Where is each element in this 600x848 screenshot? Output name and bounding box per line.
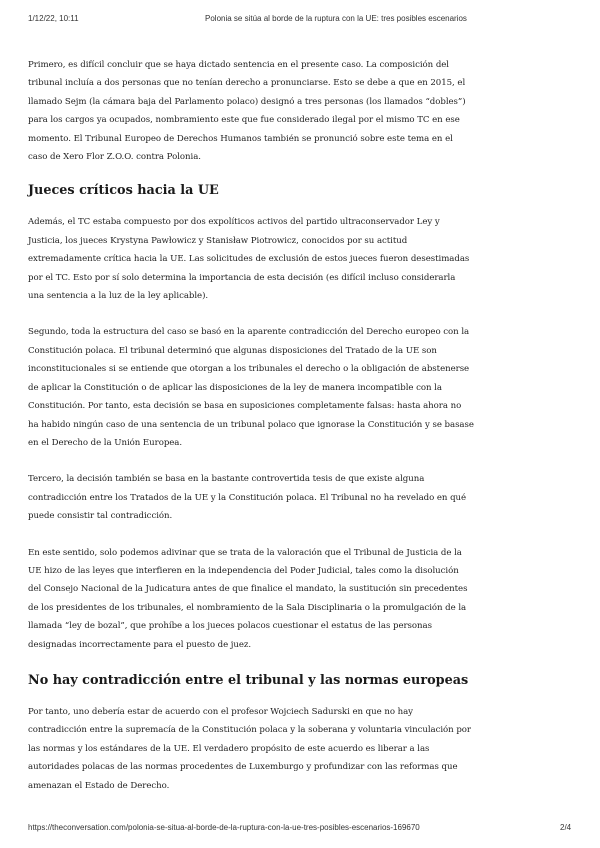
paragraph: Segundo, toda la estructura del caso se basó en la aparente contradicción del Derecho europeo con la Constitución polaca. El tribunal determinó que algunas disposiciones del Tratado de la UE son inconstitucionales si se entiende que otorgan a los tribunales el derecho o la obligación de abstenerse de aplicar la Constitución o de aplicar las disposiciones de la ley de manera incompatible con la Constitución. Por tanto, esta decisión se basa en suposiciones completamente falsas: hasta ahora no ha habido ningún caso de una sentencia de un tribunal polaco que ignorase la Constitución y se basase en el Derecho de la Unión Europea. <box>28 327 474 448</box>
print-datetime: 1/12/22, 10:11 <box>28 14 79 23</box>
paragraph: Además, el TC estaba compuesto por dos expolíticos activos del partido ultraconservador Ley y Justicia, los jueces Krystyna Pawłowicz y Stanisław Piotrowicz, conocidos por su actitud extremadamente crítica hacia la UE. Las solicitudes de exclusión de estos jueces fueron desestimadas por el TC. Esto por sí solo determina la importancia de esta decisión (es difícil incluso considerarla una sentencia a la luz de la ley aplicable). <box>28 217 470 302</box>
page-number: 2/4 <box>560 823 572 832</box>
section-heading: Jueces críticos hacia la UE <box>28 183 219 199</box>
paragraph: Por tanto, uno debería estar de acuerdo con el profesor Wojciech Sadurski en que no hay contradicción entre la supremacía de la Constitución polaca y la soberana y voluntaria vinculación por las normas y los estándares de la UE. El verdadero propósito de este acuerdo es liberar a las autoridades polacas de las normas procedentes de Luxemburgo y profundizar con las reformas que amenazan el Estado de Derecho. <box>28 706 471 791</box>
source-url[interactable]: https://theconversation.com/polonia-se-situa-al-borde-de-la-ruptura-con-la-ue-tres-posibles-escenarios-169670 <box>28 823 420 832</box>
paragraph: Primero, es difícil concluir que se haya dictado sentencia en el presente caso. La composición del tribunal incluía a dos personas que no tenían derecho a pronunciarse. Esto se debe a que en 2015, el llamado Sejm (la cámara baja del Parlamento polaco) designó a tres personas (los llamados “dobles”) para los cargos ya ocupados, nombramiento este que fue considerado ilegal por el mismo TC en ese momento. El Tribunal Europeo de Derechos Humanos también se pronunció sobre este tema en el caso de Xero Flor Z.O.O. contra Polonia. <box>28 60 466 163</box>
section-heading: No hay contradicción entre el tribunal y las normas europeas <box>28 672 469 688</box>
paragraph: En este sentido, solo podemos adivinar que se trata de la valoración que el Tribunal de Justicia de la UE hizo de las leyes que interfieren en la independencia del Poder Judicial, tales como la disolución del Consejo Nacional de la Judicatura antes de que finalice el mandato, la sustitución sin precedentes de los presidentes de los tribunales, el nombramiento de la Sala Disciplinaria o la promulgación de la llamada “ley de bozal”, que prohíbe a los jueces polacos cuestionar el estatus de las personas designadas incorrectamente para el puesto de juez. <box>28 547 468 650</box>
page-title: Polonia se sitúa al borde de la ruptura con la UE: tres posibles escenarios <box>205 14 467 23</box>
paragraph: Tercero, la decisión también se basa en la bastante controvertida tesis de que existe alguna contradicción entre los Tratados de la UE y la Constitución polaca. El Tribunal no ha revelado en qué puede consistir tal contradicción. <box>28 474 467 522</box>
article-body <box>28 56 474 813</box>
